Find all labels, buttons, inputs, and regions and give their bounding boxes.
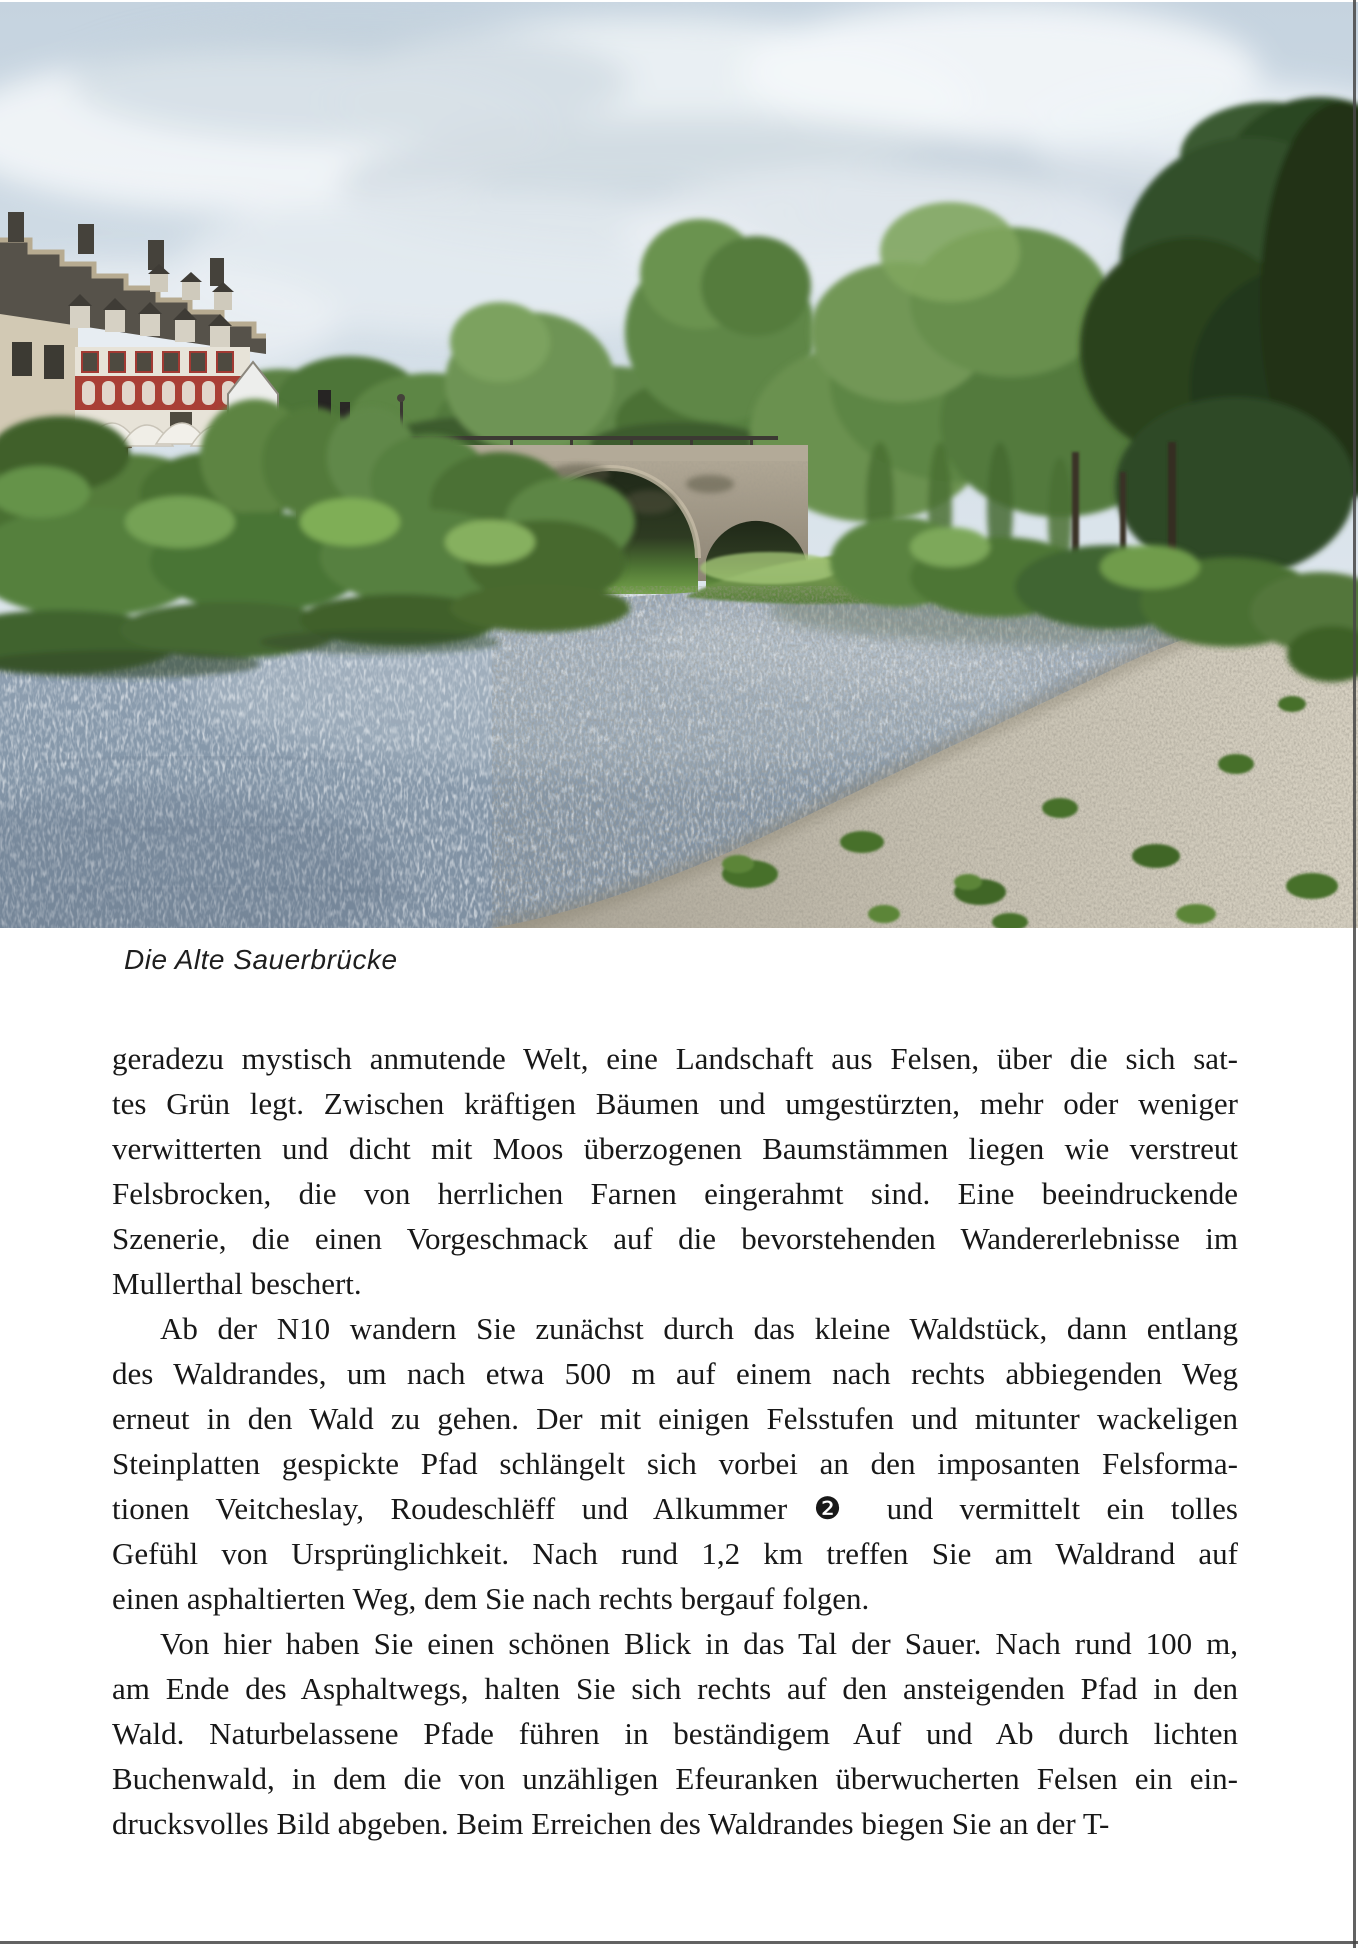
body-line: einen asphaltierten Weg, dem Sie nach rechts bergauf folgen.	[112, 1581, 870, 1616]
body-line: Von hier haben Sie einen schönen Blick in das Tal der Sauer. Nach rund 100 m,	[160, 1626, 1238, 1661]
page-edge-right	[1353, 0, 1356, 1948]
body-line: Wald. Naturbelassene Pfade führen in beständigem Auf und Ab durch lichten	[112, 1716, 1238, 1751]
body-line: Ab der N10 wandern Sie zunächst durch das kleine Waldstück, dann entlang	[160, 1311, 1238, 1346]
body-line: Felsbrocken, die von herrlichen Farnen eingerahmt sind. Eine beeindruckende	[112, 1176, 1238, 1211]
body-line: tionen Veitcheslay, Roudeschlëff und Alkummer ❷ und vermittelt ein tolles	[112, 1491, 1238, 1526]
body-line: Szenerie, die einen Vorgeschmack auf die bevorstehenden Wandererlebnisse im	[112, 1221, 1238, 1256]
body-text	[112, 1036, 1238, 1846]
photo-alte-sauerbruecke	[0, 2, 1358, 928]
body-line: am Ende des Asphaltwegs, halten Sie sich rechts auf den ansteigenden Pfad in den	[112, 1671, 1238, 1706]
body-line: erneut in den Wald zu gehen. Der mit einigen Felsstufen und mitunter wackeligen	[112, 1401, 1238, 1436]
body-line: Gefühl von Ursprünglichkeit. Nach rund 1,2 km treffen Sie am Waldrand auf	[112, 1536, 1238, 1571]
river-photo-illustration	[0, 2, 1358, 928]
body-line: Mullerthal beschert.	[112, 1266, 362, 1301]
body-line: geradezu mystisch anmutende Welt, eine Landschaft aus Felsen, über die sich sat-	[112, 1041, 1238, 1076]
photo-caption: Die Alte Sauerbrücke	[124, 944, 398, 975]
body-line: Steinplatten gespickte Pfad schlängelt sich vorbei an den imposanten Felsforma-	[112, 1446, 1238, 1481]
body-line: drucksvolles Bild abgeben. Beim Erreichen des Waldrandes biegen Sie an der T-	[112, 1806, 1110, 1841]
body-line: tes Grün legt. Zwischen kräftigen Bäumen und umgestürzten, mehr oder weniger	[112, 1086, 1238, 1121]
body-line: Buchenwald, in dem die von unzähligen Efeuranken überwucherten Felsen ein ein-	[112, 1761, 1238, 1796]
body-line: verwitterten und dicht mit Moos überzogenen Baumstämmen liegen wie verstreut	[112, 1131, 1238, 1166]
page-edge-bottom	[0, 1941, 1358, 1944]
body-line: des Waldrandes, um nach etwa 500 m auf einem nach rechts abbiegenden Weg	[112, 1356, 1238, 1391]
